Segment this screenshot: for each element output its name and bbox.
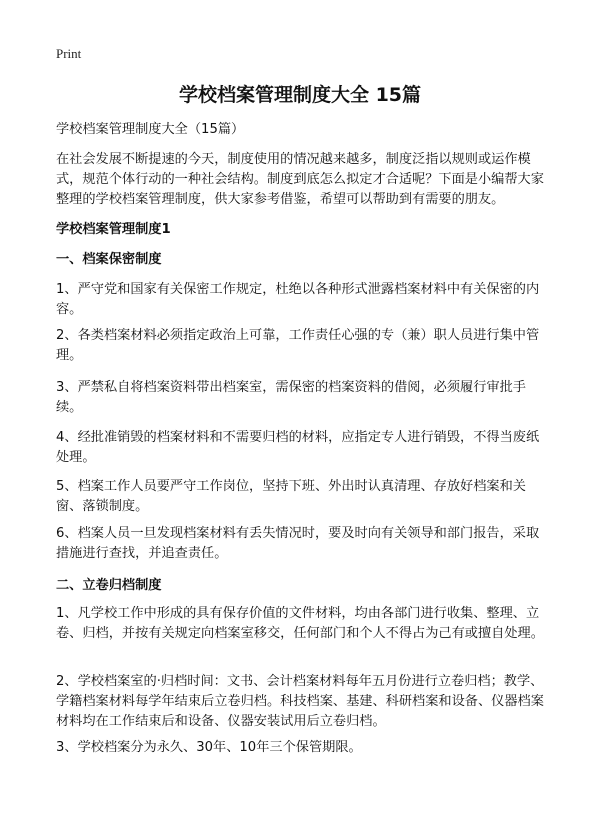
section-heading-filing: 二、立卷归档制度 (56, 578, 162, 593)
list-item: 3、严禁私自将档案资料带出档案室，需保密的档案资料的借阅，必须履行审批手续。 (56, 380, 526, 415)
list-item: 5、档案工作人员要严守工作岗位，坚持下班、外出时认真清理、存放好档案和关窗、落锁制度。 (56, 479, 526, 514)
list-item: 4、经批准销毁的档案材料和不需要归档的材料，应指定专人进行销毁，不得当废纸处理。 (56, 430, 540, 465)
intro-paragraph: 在社会发展不断提速的今天，制度使用的情况越来越多，制度泛指以规则或运作模式，规范个体行动的一种社会结构。制度到底怎么拟定才合适呢？下面是小编帮大家整理的学校档案管理制度，供大家参考借鉴，希望可以帮助到有需要的朋友。 (56, 152, 544, 207)
document-subtitle: 学校档案管理制度大全（15篇） (56, 122, 245, 137)
page-title: 学校档案管理制度大全 15篇 (178, 84, 422, 106)
section-heading-confidentiality: 一、档案保密制度 (56, 252, 162, 267)
list-item: 1、凡学校工作中形成的具有保存价值的文件材料，均由各部门进行收集、整理、立卷、归档，并按有关规定向档案室移交，任何部门和个人不得占为己有或擅自处理。 (56, 606, 544, 641)
list-item: 2、学校档案室的·归档时间：文书、会计档案材料每年五月份进行立卷归档；教学、学籍档案材料每学年结束后立卷归档。科技档案、基建、科研档案和设备、仪器档案材料均在工作结束后和设备、仪器安装试用后立卷归档。 (56, 674, 544, 729)
section-heading-doc1: 学校档案管理制度1 (56, 222, 171, 237)
list-item: 6、档案人员一旦发现档案材料有丢失情况时，要及时向有关领导和部门报告，采取措施进行查找，并追查责任。 (56, 526, 540, 561)
print-link[interactable]: Print (56, 46, 82, 61)
list-item: 2、各类档案材料必须指定政治上可靠，工作责任心强的专（兼）职人员进行集中管理。 (56, 328, 540, 363)
list-item: 3、学校档案分为永久、30年、10年三个保管期限。 (56, 740, 362, 755)
list-item: 1、严守党和国家有关保密工作规定，杜绝以各种形式泄露档案材料中有关保密的内容。 (56, 282, 540, 317)
